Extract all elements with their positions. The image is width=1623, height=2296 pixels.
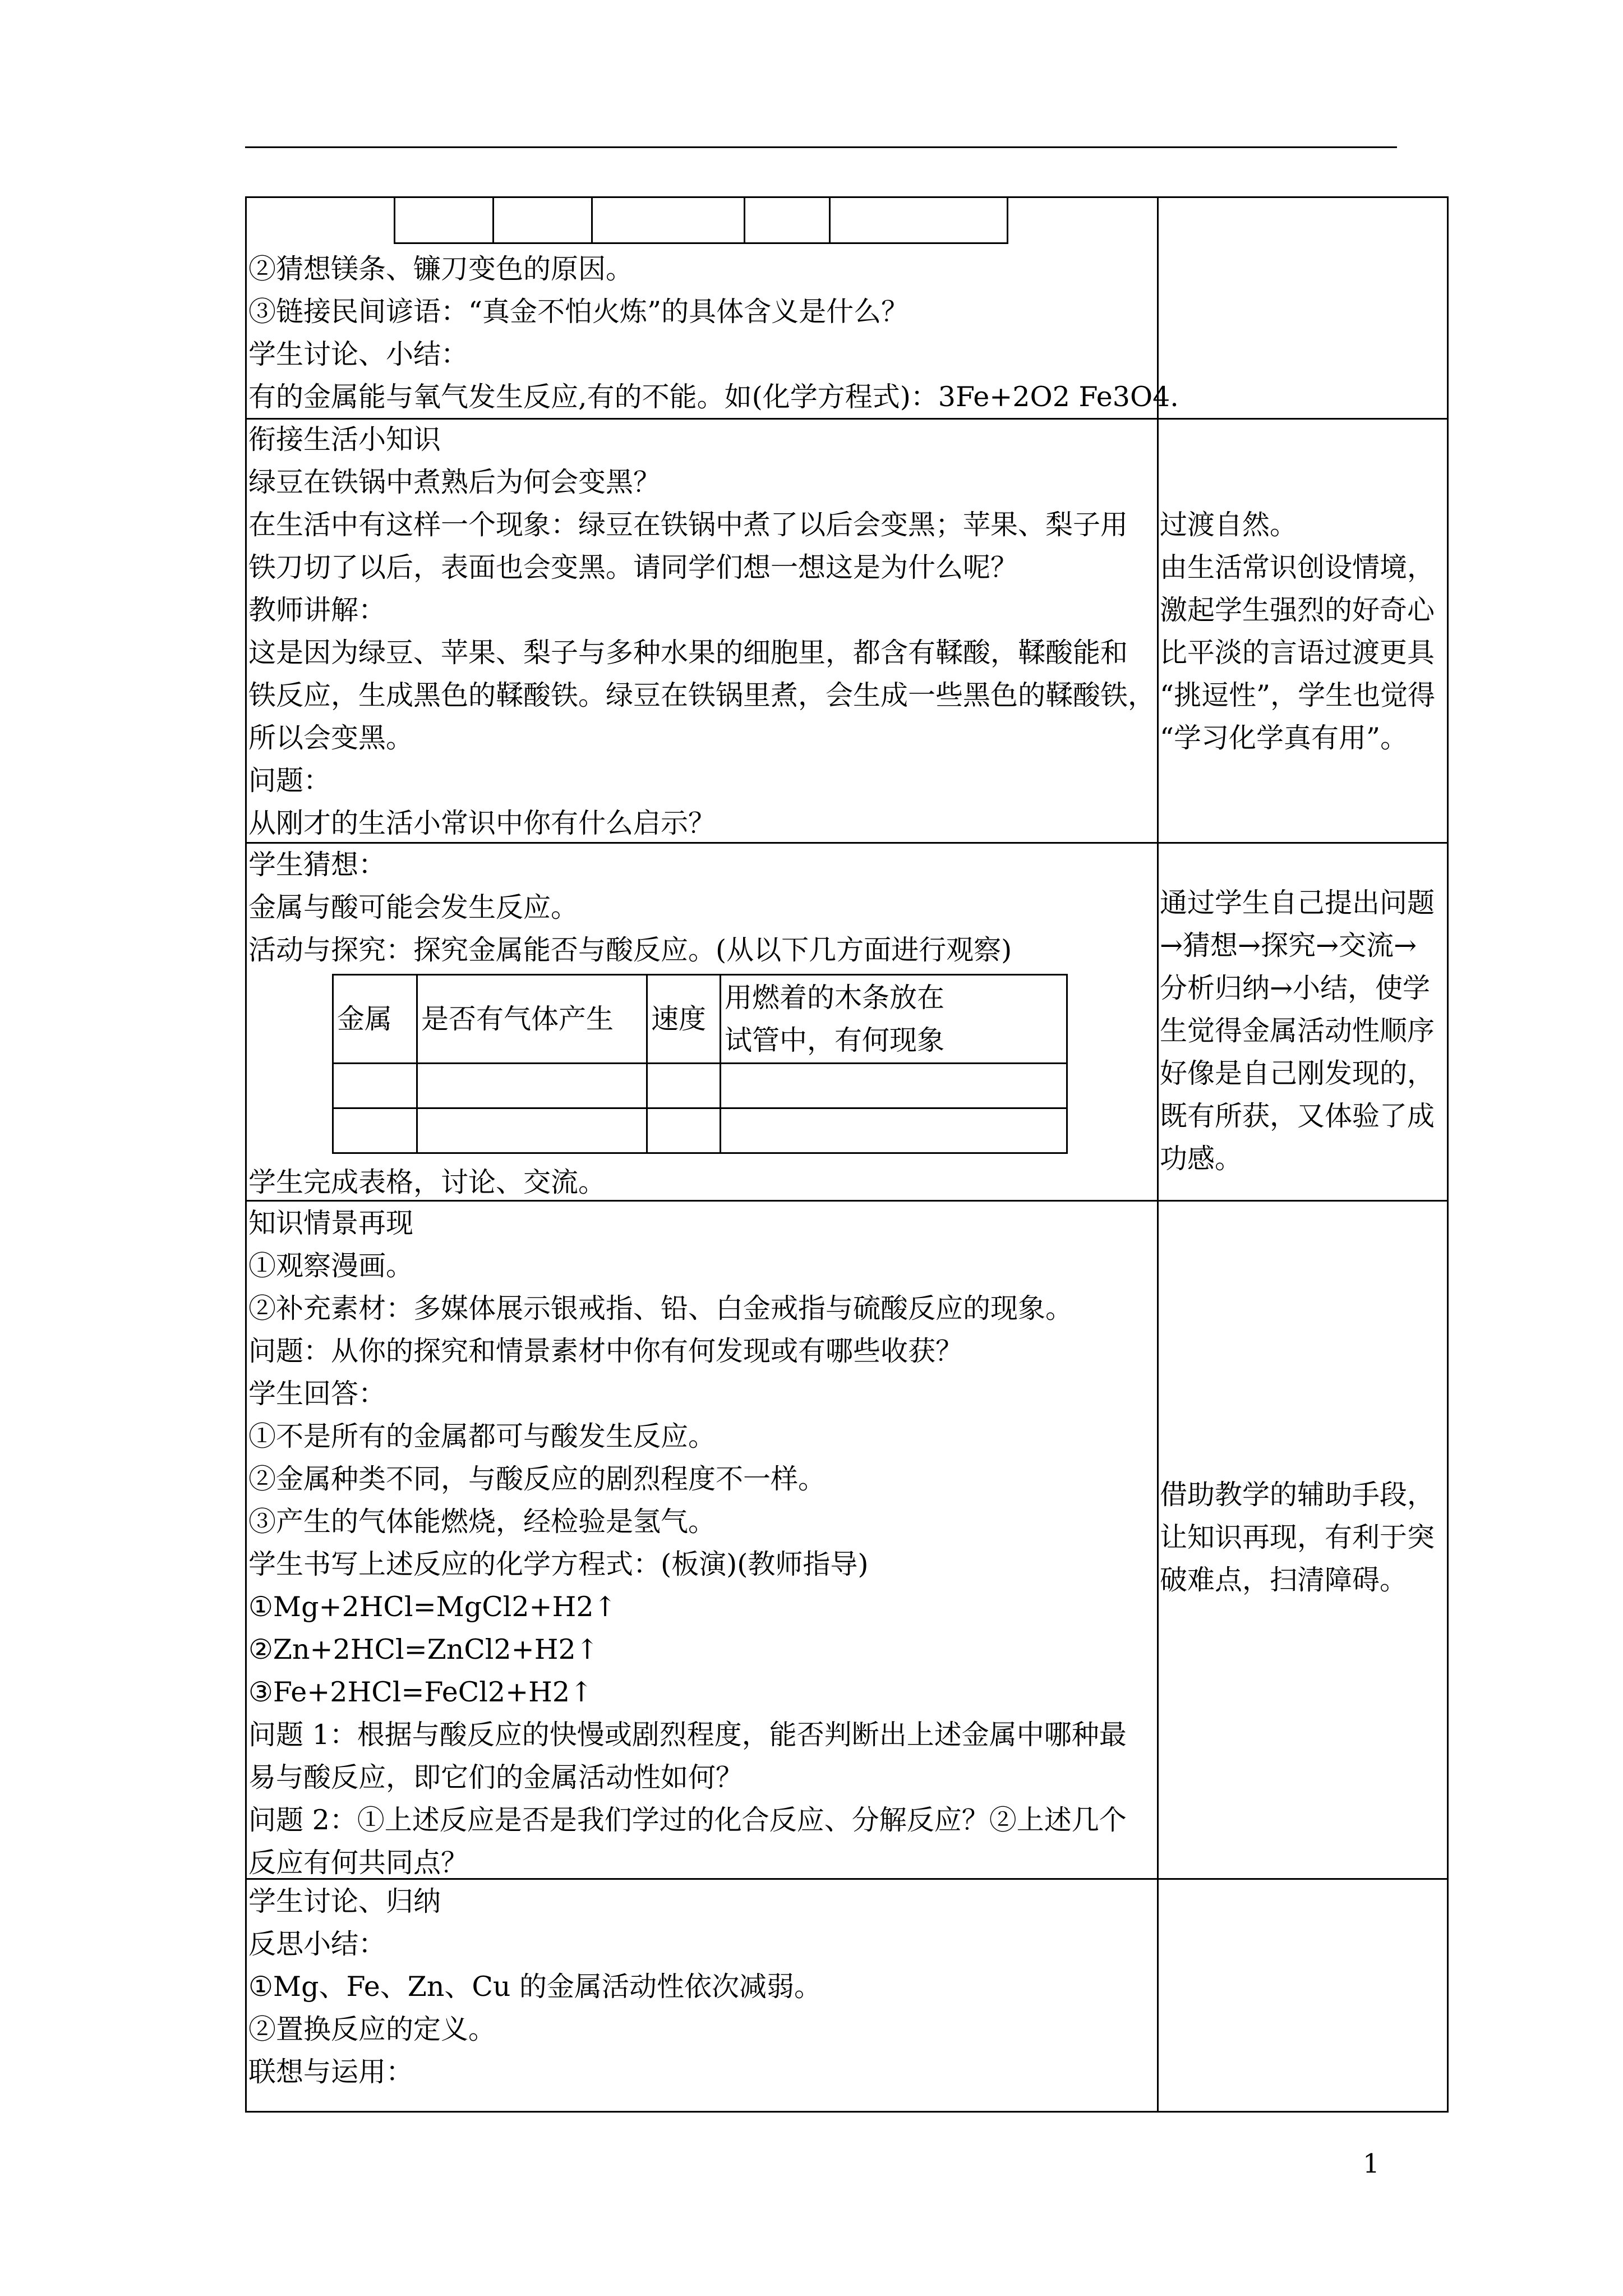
text-line: 联想与运用： bbox=[248, 2056, 414, 2088]
table-cell bbox=[417, 1064, 647, 1108]
text-line: 这是因为绿豆、苹果、梨子与多种水果的细胞里，都含有鞣酸，鞣酸能和 bbox=[248, 637, 1128, 669]
text-line: 铁反应，生成黑色的鞣酸铁。绿豆在铁锅里煮，会生成一些黑色的鞣酸铁， bbox=[248, 679, 1156, 711]
note-line: 破难点，扫清障碍。 bbox=[1160, 1564, 1408, 1596]
text-line: 学生讨论、归纳 bbox=[248, 1885, 441, 1917]
text-line: 有的金属能与氧气发生反应,有的不能。如(化学方程式)：3Fe+2O2 Fe3O4. bbox=[248, 381, 1179, 413]
text-line: 活动与探究：探究金属能否与酸反应。(从以下几方面进行观察) bbox=[248, 934, 1012, 966]
mini-col-divider bbox=[829, 198, 831, 242]
note-line: →猜想→探究→交流→ bbox=[1160, 930, 1417, 961]
row3-summary bbox=[247, 1161, 1150, 1204]
header-cell: 是否有气体产生 bbox=[417, 975, 647, 1064]
text-line: 所以会变黑。 bbox=[248, 722, 414, 754]
text-line: ①观察漫画。 bbox=[248, 1250, 414, 1282]
text-line: 问题 1：根据与酸反应的快慢或剧烈程度，能否判断出上述金属中哪种最 bbox=[248, 1719, 1127, 1751]
page-number: 1 bbox=[1363, 2148, 1380, 2179]
row5-content bbox=[247, 1880, 1150, 2093]
note-line: “学习化学真有用”。 bbox=[1160, 722, 1408, 754]
note-line: 激起学生强烈的好奇心 bbox=[1160, 594, 1435, 626]
note-line: 过渡自然。 bbox=[1160, 509, 1298, 541]
table-cell bbox=[647, 1064, 721, 1108]
text-line: 在生活中有这样一个现象：绿豆在铁锅中煮了以后会变黑；苹果、梨子用 bbox=[248, 509, 1128, 541]
equation-line: ②Zn+2HCl=ZnCl2+H2↑ bbox=[248, 1634, 599, 1665]
text-line: 反思小结： bbox=[248, 1928, 386, 1960]
text-line: 金属与酸可能会发生反应。 bbox=[248, 891, 579, 923]
table-row bbox=[333, 1064, 1067, 1108]
note-line: 借助教学的辅助手段， bbox=[1160, 1479, 1435, 1511]
equation-line: ①Mg+2HCl=MgCl2+H2↑ bbox=[248, 1591, 617, 1623]
section-heading: 衔接生活小知识 bbox=[248, 424, 441, 455]
mini-col-divider bbox=[744, 198, 745, 242]
text-line: 学生完成表格，讨论、交流。 bbox=[248, 1166, 606, 1198]
mini-col-divider bbox=[492, 198, 494, 242]
header-line: 用燃着的木条放在 bbox=[725, 981, 945, 1014]
row3-note bbox=[1160, 882, 1447, 1180]
top-empty-table bbox=[394, 196, 1008, 244]
row4-note bbox=[1160, 1474, 1447, 1602]
text-line: ②猜想镁条、镰刀变色的原因。 bbox=[248, 253, 634, 285]
note-line: 让知识再现，有利于突 bbox=[1160, 1521, 1435, 1553]
note-line: 既有所获，又体验了成 bbox=[1160, 1100, 1435, 1132]
row3-content bbox=[247, 844, 1150, 972]
note-line: 分析归纳→小结，使学 bbox=[1160, 972, 1431, 1004]
text-line: 问题： bbox=[248, 765, 331, 797]
text-line: 学生回答： bbox=[248, 1378, 386, 1410]
text-line: 铁刀切了以后，表面也会变黑。请同学们想一想这是为什么呢？ bbox=[248, 551, 1018, 583]
section-heading: 知识情景再现 bbox=[248, 1207, 414, 1239]
text-line: 反应有何共同点？ bbox=[248, 1847, 469, 1879]
text-line: 学生猜想： bbox=[248, 849, 386, 881]
row4-content bbox=[247, 1202, 1150, 1884]
text-line: 绿豆在铁锅中煮熟后为何会变黑？ bbox=[248, 466, 661, 498]
text-line: 学生书写上述反应的化学方程式：(板演)(教师指导) bbox=[248, 1548, 869, 1580]
mini-col-divider bbox=[591, 198, 593, 242]
text-line: ②置换反应的定义。 bbox=[248, 2013, 496, 2045]
table-header-row bbox=[333, 975, 1067, 1064]
note-line: 通过学生自己提出问题 bbox=[1160, 887, 1435, 919]
text-line: 从刚才的生活小常识中你有什么启示？ bbox=[248, 807, 716, 839]
text-line: 教师讲解： bbox=[248, 594, 386, 626]
table-cell bbox=[721, 1064, 1067, 1108]
text-line: 问题：从你的探究和情景素材中你有何发现或有哪些收获？ bbox=[248, 1335, 963, 1367]
table-cell bbox=[721, 1108, 1067, 1153]
text-line: ①Mg、Fe、Zn、Cu 的金属活动性依次减弱。 bbox=[248, 1971, 822, 2003]
column-divider bbox=[1157, 198, 1159, 2111]
row2-content bbox=[247, 418, 1156, 845]
table-cell bbox=[647, 1108, 721, 1153]
header-rule bbox=[245, 146, 1397, 148]
note-line: 比平淡的言语过渡更具 bbox=[1160, 637, 1435, 669]
text-line: ②补充素材：多媒体展示银戒指、铅、白金戒指与硫酸反应的现象。 bbox=[248, 1292, 1073, 1324]
note-line: 由生活常识创设情境， bbox=[1160, 551, 1435, 583]
note-line: “挑逗性”，学生也觉得 bbox=[1160, 679, 1436, 711]
equation-line: ③Fe+2HCl=FeCl2+H2↑ bbox=[248, 1676, 593, 1708]
note-line: 功感。 bbox=[1160, 1143, 1243, 1175]
table-cell bbox=[333, 1108, 417, 1153]
row2-note bbox=[1160, 504, 1447, 760]
header-line: 试管中，有何现象 bbox=[725, 1024, 945, 1056]
note-line: 好像是自己刚发现的， bbox=[1160, 1057, 1435, 1089]
table-row bbox=[333, 1108, 1067, 1153]
text-line: ①不是所有的金属都可与酸发生反应。 bbox=[248, 1420, 716, 1452]
note-line: 生觉得金属活动性顺序 bbox=[1160, 1015, 1435, 1047]
table-cell bbox=[333, 1064, 417, 1108]
header-cell: 速度 bbox=[647, 975, 721, 1064]
table-cell bbox=[417, 1108, 647, 1153]
text-line: ③链接民间谚语：“真金不怕火炼”的具体含义是什么？ bbox=[248, 296, 909, 328]
row1-content bbox=[247, 248, 1179, 418]
header-cell bbox=[721, 975, 1067, 1064]
header-cell: 金属 bbox=[333, 975, 417, 1064]
text-line: 问题 2：①上述反应是否是我们学过的化合反应、分解反应？②上述几个 bbox=[248, 1804, 1127, 1836]
text-line: ③产生的气体能燃烧，经检验是氢气。 bbox=[248, 1506, 716, 1538]
text-line: ②金属种类不同，与酸反应的剧烈程度不一样。 bbox=[248, 1463, 826, 1495]
text-line: 易与酸反应，即它们的金属活动性如何？ bbox=[248, 1761, 744, 1793]
experiment-table bbox=[332, 974, 1068, 1154]
text-line: 学生讨论、小结： bbox=[248, 338, 469, 370]
